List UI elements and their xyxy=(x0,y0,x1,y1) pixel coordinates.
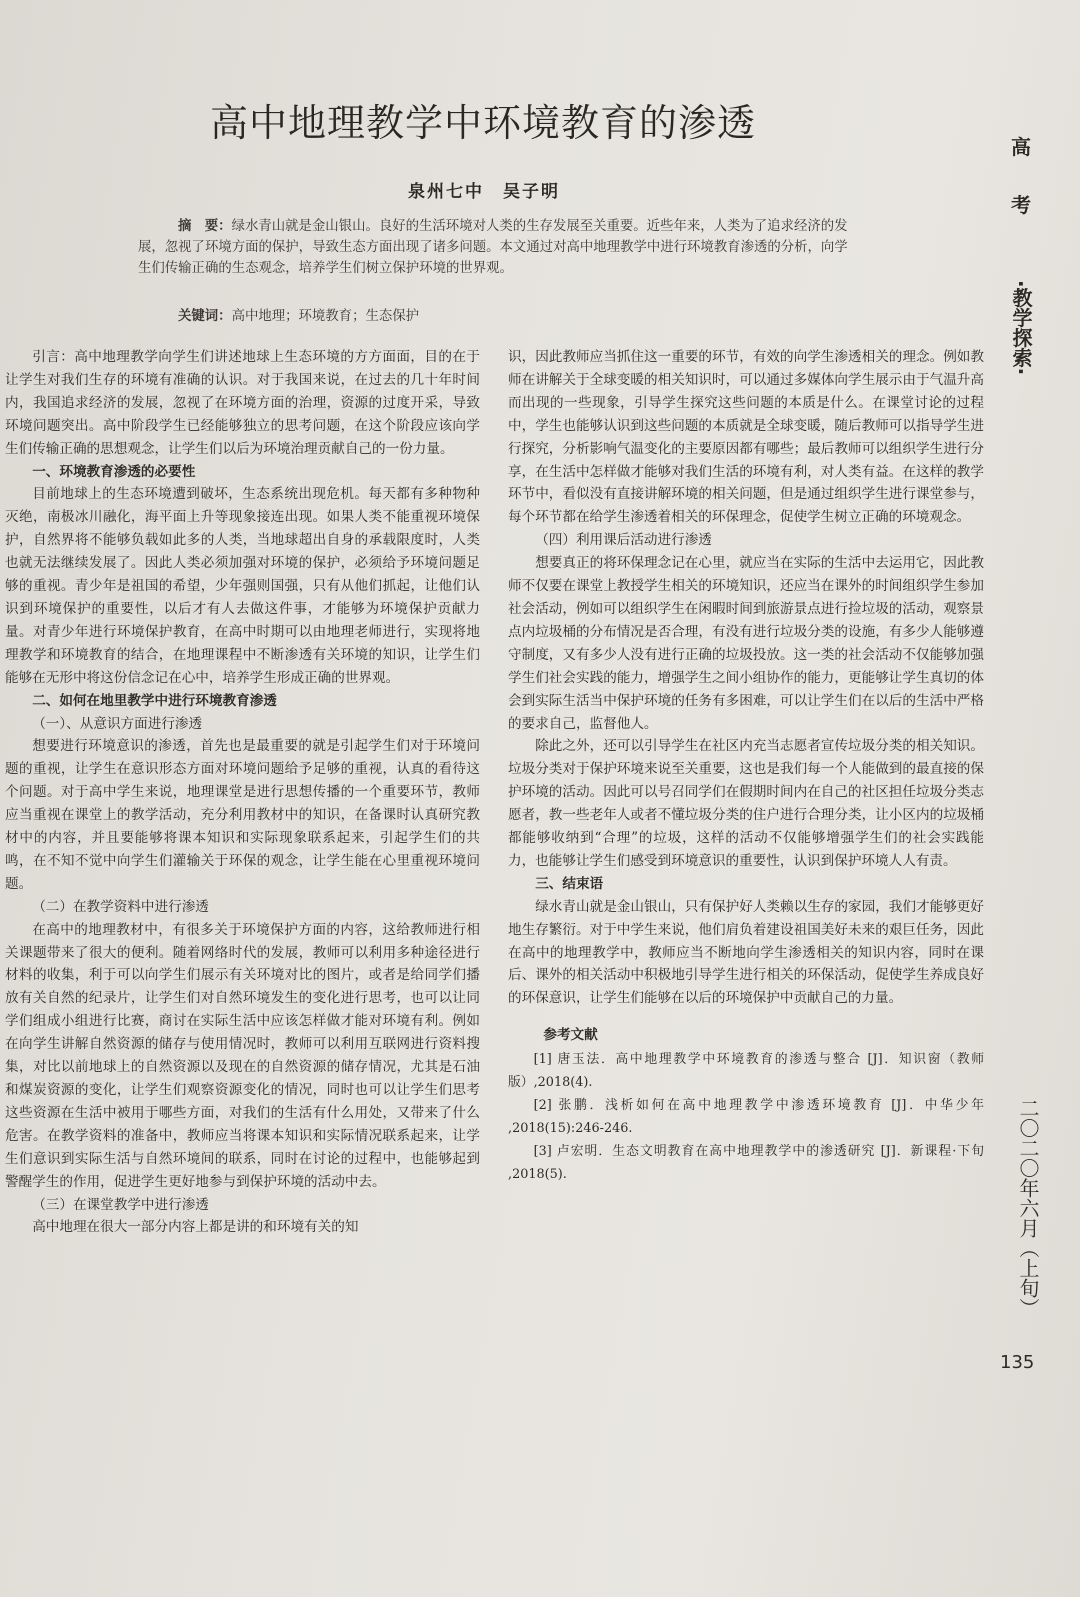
abstract xyxy=(138,216,858,279)
author-line: 泉州七中 吴子明 xyxy=(408,182,560,202)
paragraph: 识，因此教师应当抓住这一重要的环节，有效的向学生渗透相关的理念。例如教师在讲解关于全球变暖的相关知识时，可以通过多媒体向学生展示由于气温升高而出现的一些现象，引导学生探究这些问题的本质是什么。在课堂讨论的过程中，学生也能够认识到这些问题的本质就是全球变暖，随后教师可以指导学生进行探究，分析影响气温变化的主要原因都有哪些；最后教师可以组织学生进行分享，在生活中怎样做才能够对我们生活的环境有利，对人类有益。在这样的教学环节中，看似没有直接讲解环境的相关问题，但是通过组织学生进行课堂参与，每个环节都在给学生渗透着相关的环保理念，促使学生树立正确的环境观念。 xyxy=(508,349,984,526)
section-heading-2: 二、如何在地里教学中进行环境教育渗透 xyxy=(32,692,277,709)
paragraph: 绿水青山就是金山银山，只有保护好人类赖以生存的家园，我们才能够更好地生存繁衍。对于中学生来说，他们肩负着建设祖国美好未来的艰巨任务，因此在高中的地理教学中，教师应当不断地向学生渗透相关的知识内容，同时在课后、课外的相关活动中积极地引导学生进行相关的环保活动，促使学生养成良好的环保意识，让学生们能够在以后的环境保护中贡献自己的力量。 xyxy=(508,898,984,1007)
keywords-text: 高中地理；环境教育；生态保护 xyxy=(231,309,420,324)
right-column xyxy=(508,346,984,1187)
reference-item: [2] 张鹏．浅析如何在高中地理教学中渗透环境教育 [J]．中华少年 ,2018(15):246-246. xyxy=(508,1098,984,1136)
abstract-label: 摘 要： xyxy=(178,219,232,234)
reference-item: [3] 卢宏明．生态文明教育在高中地理教学中的渗透研究 [J]．新课程·下旬 ,2018(5). xyxy=(508,1143,984,1182)
keywords xyxy=(178,306,858,327)
paragraph: 想要进行环境意识的渗透，首先也是最重要的就是引起学生们对于环境问题的重视，让学生在意识形态方面对环境问题给予足够的重视，认真的看待这个问题。对于高中学生来说，地理课堂是进行思想传播的一个重要环节，教师应当重视在课堂上的教学活动，充分利用教材中的知识，在备课时认真研究教材中的内容，并且要能够将课本知识和实际现象联系起来，引起学生们的共鸣，在不知不觉中向学生们灌输关于环保的观念，让学生能在心里重视环境问题。 xyxy=(5,738,480,892)
keywords-label: 关键词： xyxy=(178,309,232,324)
references-title: 参考文献 xyxy=(543,1027,598,1044)
reference-item: [1] 唐玉法．高中地理教学中环境教育的渗透与整合 [J]．知识窗（教师版）,2018(4). xyxy=(508,1052,984,1091)
intro-paragraph: 引言：高中地理教学向学生们讲述地球上生态环境的方方面面，目的在于让学生对我们生存的环境有准确的认识。对于我国来说，在过去的几十年时间内，我国追求经济的发展，忽视了在环境方面的治理，资源的过度开采，导致环境问题突出。高中阶段学生已经能够独立的思考问题，在这个阶段应该向学生们传输正确的思想观念，让学生们以后为环境治理贡献自己的一份力量。 xyxy=(5,349,480,457)
issue-date: 二〇二〇年六月（上旬） xyxy=(1016,1098,1040,1318)
page-number: 135 xyxy=(1000,1352,1035,1373)
subsection-heading-4: （四）利用课后活动进行渗透 xyxy=(535,532,712,549)
subsection-heading-3: （三）在课堂教学中进行渗透 xyxy=(32,1196,209,1213)
journal-side-label xyxy=(1006,132,1036,375)
paragraph: 高中地理在很大一部分内容上都是讲的和环境有关的知 xyxy=(32,1219,359,1236)
paragraph: 在高中的地理教材中，有很多关于环境保护方面的内容，这给教师进行相关课题带来了很大的便利。随着网络时代的发展，教师可以利用多种途径进行材料的收集，利于可以向学生们展示有关环境对比的图片，或者是给同学们播放有关自然的纪录片，让学生们对自然环境发生的变化进行思考，也可以让同学们组成小组进行比赛，商讨在实际生活中应该怎样做才能对环境有利。例如在向学生讲解自然资源的储存与使用情况时，教师可以利用互联网进行资料搜集，对比以前地球上的自然资源以及现在的自然资源的储存情况，尤其是石油和煤炭资源的变化，让学生们观察资源变化的情况，同时也可以让学生们思考这些资源在生活中被用于哪些方面，对我们的生活有什么用处，又带来了什么危害。在教学资料的准备中，教师应当将课本知识和实际情况联系起来，让学生们意识到实际生活与自然环境间的联系，同时在讨论的过程中，也能够起到警醒学生的作用，促进学生更好地参与到保护环境的活动中去。 xyxy=(5,921,480,1190)
section-heading-1: 一、环境教育渗透的必要性 xyxy=(32,463,196,480)
paragraph: 目前地球上的生态环境遭到破坏，生态系统出现危机。每天都有多种物种灭绝，南极冰川融化，海平面上升等现象接连出现。如果人类不能重视环境保护，自然界将不能够负载如此多的人类，当地球超出自身的承载限度时，人类也就无法继续发展了。因此人类必须加强对环境的保护，必须给予环境问题足够的重视。青少年是祖国的希望，少年强则国强，只有从他们抓起，让他们认识到环境保护的重要性，以后才有人去做这件事，才能够为环境保护贡献力量。对青少年进行环境保护教育，在高中时期可以由地理老师进行，实现将地理教学和环境教育的结合，在地理课程中不断渗透有关环境的知识，让学生们能够在无形中将这份信念记在心中，培养学生形成正确的世界观。 xyxy=(5,486,480,686)
paragraph: 想要真正的将环保理念记在心里，就应当在实际的生活中去运用它，因此教师不仅要在课堂上教授学生相关的环境知识，还应当在课外的时间组织学生参加社会活动，例如可以组织学生在闲暇时间到旅游景点进行捡垃圾的活动，观察景点内垃圾桶的分布情况是否合理，有没有进行垃圾分类的设施，有多少人能够遵守制度，又有多少人没有进行正确的垃圾投放。这一类的社会活动不仅能够加强学生们社会实践的能力，增强学生之间小组协作的能力，更能够让学生真切的体会到实际生活当中保护环境的任务有多困难，可以让学生们在以后的生活中严格的要求自己，监督他人。 xyxy=(508,555,984,732)
subsection-heading-1: （一）、从意识方面进行渗透 xyxy=(32,715,203,732)
column-name: ·教学探索· xyxy=(1009,280,1033,376)
paragraph: 除此之外，还可以引导学生在社区内充当志愿者宣传垃圾分类的相关知识。垃圾分类对于保护环境来说至关重要，这也是我们每一个人能做到的最直接的保护环境的活动。因此可以号召同学们在假期时间内在自己的社区担任垃圾分类志愿者，教一些老年人或者不懂垃圾分类的住户进行合理分类，让小区内的垃圾桶都能够收纳到“合理”的垃圾，这样的活动不仅能够增强学生们的社会实践能力，也能够让学生们感受到环境意识的重要性，认识到保护环境人人有责。 xyxy=(508,738,984,869)
left-column xyxy=(5,346,480,1239)
abstract-text: 绿水青山就是金山银山。良好的生活环境对人类的生存发展至关重要。近些年来，人类为了追求经济的发展，忽视了环境方面的保护，导致生态方面出现了诸多问题。本文通过对高中地理教学中进行环境教育渗透的分析，向学生们传输正确的生态观念，培养学生们树立保护环境的世界观。 xyxy=(138,219,848,276)
section-heading-3: 三、结束语 xyxy=(535,875,604,892)
journal-name-char-1: 高 xyxy=(1011,135,1031,159)
subsection-heading-2: （二）在教学资料中进行渗透 xyxy=(32,898,209,915)
journal-name-char-2: 考 xyxy=(1011,193,1031,217)
article-title: 高中地理教学中环境教育的渗透 xyxy=(210,101,757,145)
